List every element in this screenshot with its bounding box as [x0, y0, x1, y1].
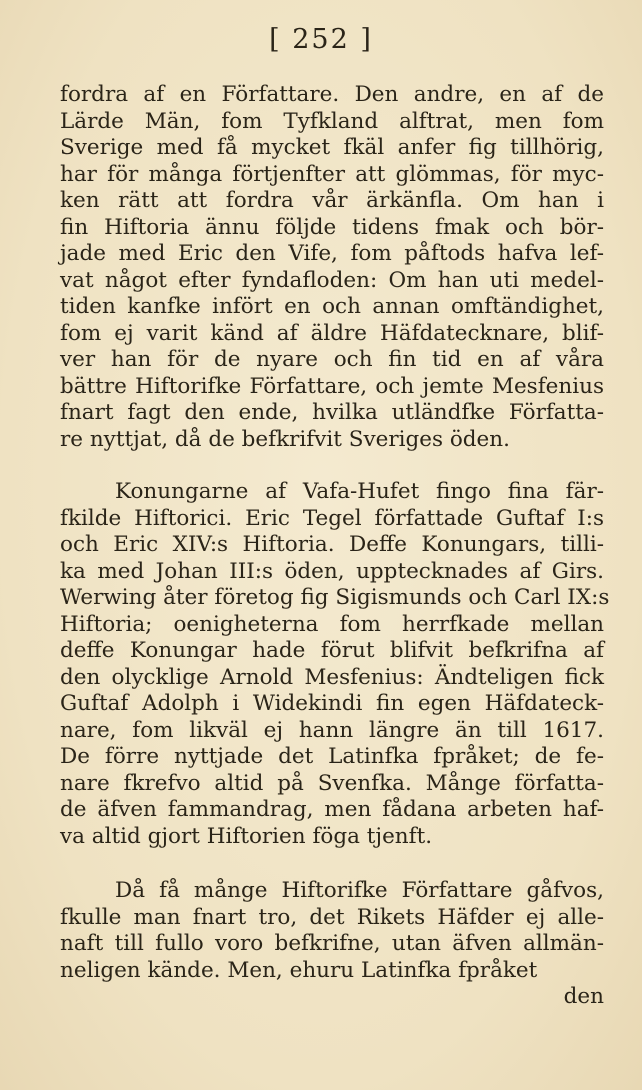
text-line: har för många förtjenfter att glömmas, för myc-: [60, 161, 604, 187]
text-line: nare, fom likväl ej hann längre än till 1617.: [60, 717, 604, 743]
text-line: Då få månge Hiftorifke Författare gåfvos,: [115, 878, 604, 903]
text-line: fkulle man fnart tro, det Rikets Häfder ej alle-: [60, 904, 604, 930]
text-line: Sverige med få mycket fkäl anfer fig tillhörig,: [60, 135, 604, 160]
catchword: den: [563, 984, 604, 1009]
text-line: fkilde Hiftorici. Eric Tegel författade Guftaf I:s: [60, 505, 604, 531]
text-line: bättre Hiftorifke Författare, och jemte Mesfenius: [60, 373, 604, 399]
text-line: ka med Johan III:s öden, upptecknades af Girs.: [60, 558, 604, 584]
text-line: De förre nyttjade det Latinfka fpråket; de fe-: [60, 744, 604, 769]
text-line: de äfven fammandrag, men fådana arbeten haf-: [60, 797, 604, 822]
text-line: fin Hiftoria ännu följde tidens fmak och bör-: [60, 214, 604, 240]
text-line: neligen kände. Men, ehuru Latinfka fpråket: [60, 957, 538, 983]
text-line: Konungarne af Vafa-Hufet fingo fina fär-: [115, 479, 604, 504]
text-line: fnart fagt den ende, hvilka utländfke Författa-: [60, 400, 604, 425]
text-line: den olycklige Arnold Mesfenius: Ändteligen fick: [60, 664, 604, 690]
text-line: re nyttjat, då de befkrifvit Sveriges öden.: [60, 426, 510, 452]
text-line: Lärde Män, fom Tyfkland alftrat, men fom: [60, 108, 604, 134]
text-line: jade med Eric den Vife, fom påftods hafva lef-: [60, 241, 604, 266]
text-line: naft till fullo voro befkrifne, utan äfven allmän-: [60, 931, 604, 956]
text-line: och Eric XIV:s Hiftoria. Deffe Konungars, tilli-: [60, 532, 604, 557]
text-line: Werwing åter företog fig Sigismunds och Carl IX:s: [60, 585, 610, 610]
text-line: ken rätt att fordra vår ärkänfla. Om han i: [60, 188, 604, 213]
text-line: nare fkrefvo altid på Svenfka. Månge författa-: [60, 770, 604, 796]
page-number: [ 252 ]: [269, 24, 373, 55]
text-line: Hiftoria; oenigheterna fom herrfkade mellan: [60, 611, 604, 637]
text-line: ver han för de nyare och fin tid en af våra: [60, 347, 604, 372]
text-line: fordra af en Författare. Den andre, en af de: [60, 82, 604, 107]
text-line: fom ej varit känd af äldre Häfdatecknare, blif-: [60, 320, 604, 346]
text-line: deffe Konungar hade förut blifvit befkrifna af: [60, 638, 604, 663]
text-line: vat något efter fyndafloden: Om han uti medel-: [60, 267, 604, 293]
text-line: tiden kanfke infört en och annan omftändighet,: [60, 294, 604, 319]
text-line: Guftaf Adolph i Widekindi fin egen Häfdateck-: [60, 691, 604, 716]
text-line: va altid gjort Hiftorien föga tjenft.: [60, 823, 433, 849]
